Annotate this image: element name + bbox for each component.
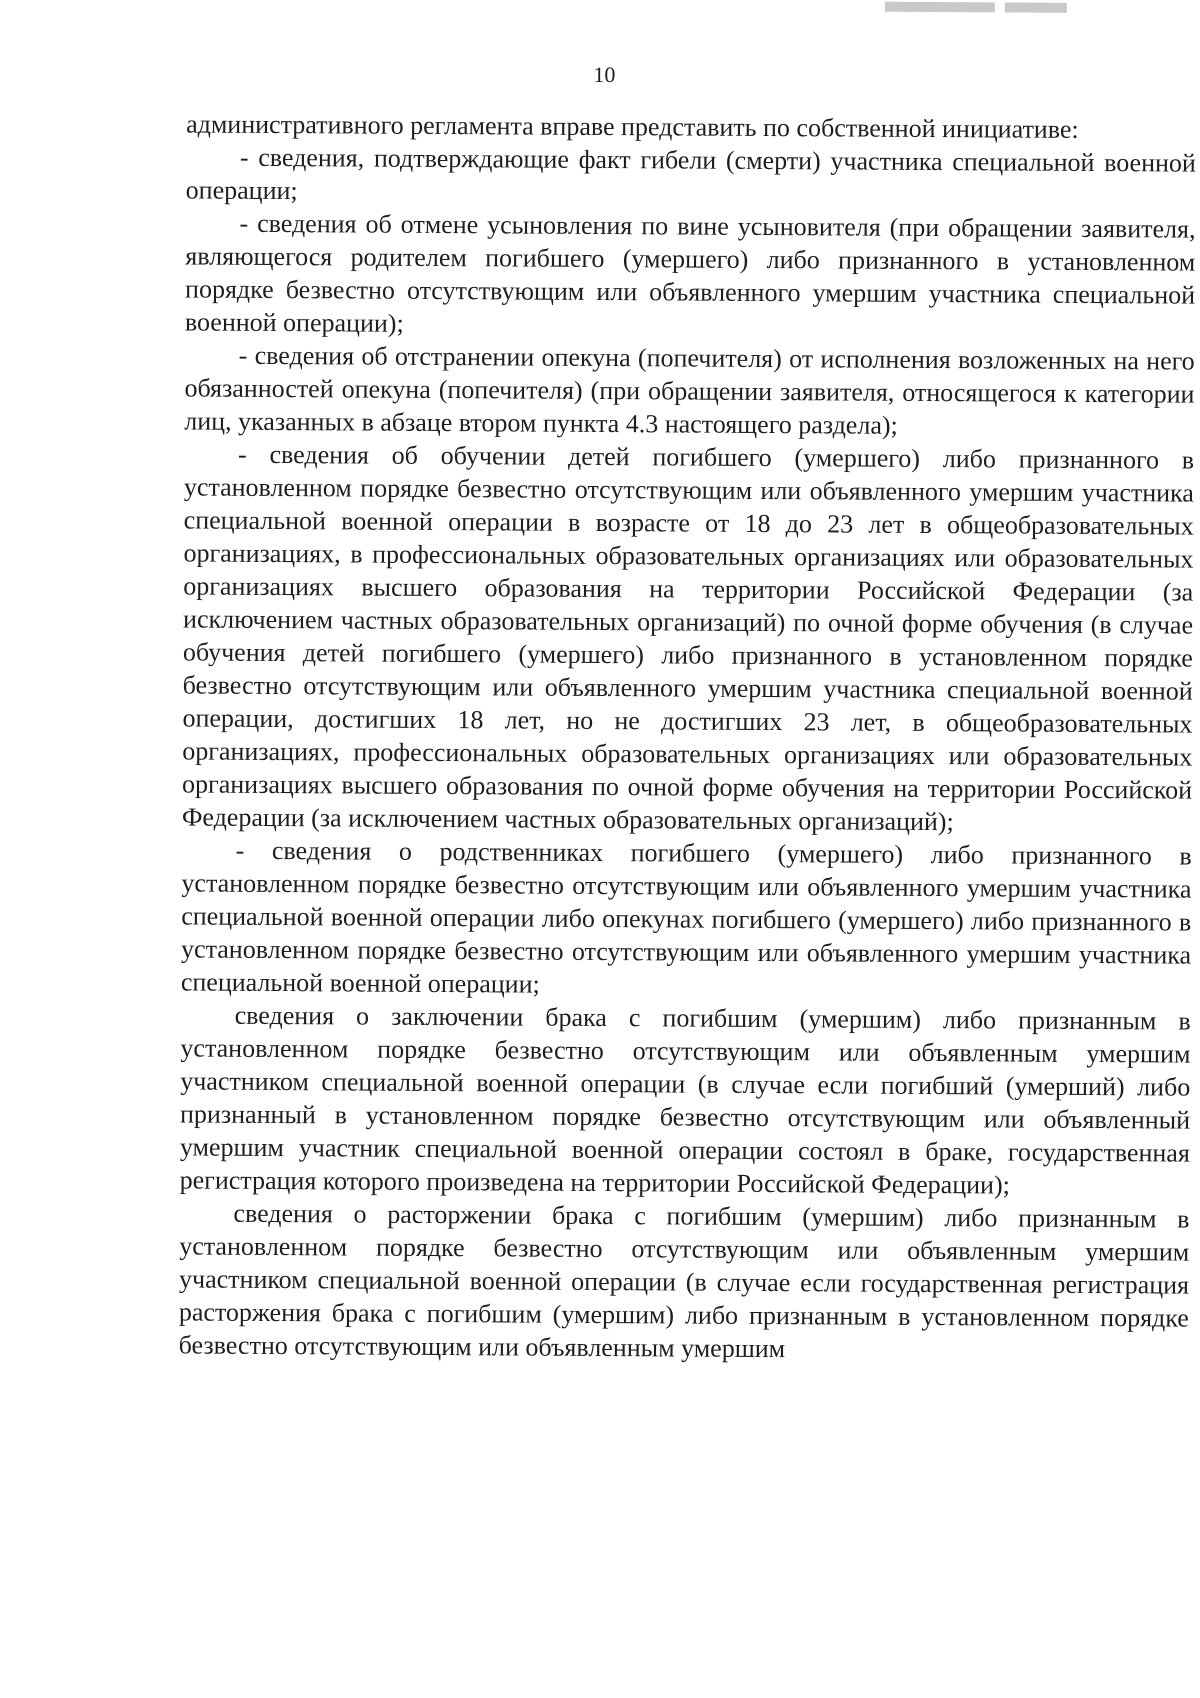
paragraph: - сведения, подтверждающие факт гибели (смерти) участника специальной военной операции; bbox=[185, 142, 1196, 206]
scan-artifact bbox=[885, 2, 995, 13]
paragraph: административного регламента вправе представить по собственной инициативе: bbox=[186, 109, 1079, 144]
paragraph: сведения о расторжении брака с погибшим (умершим) либо признанным в установленном порядке безвестно отсутствующим или объявленным умершим участником специальной военной операции (в случае если государственная регистрация расторжения брака с погибшим (умершим) либо признанным в установленном порядке безвестно отсутствующим или объявленным умершим bbox=[178, 1198, 1190, 1364]
paragraph: - сведения об отстранении опекуна (попечителя) от исполнения возложенных на него обязанностей опекуна (попечителя) (при обращении заявителя, относящегося к категории лиц, указанных в абзаце втором пункта 4.3 настоящего раздела); bbox=[184, 340, 1195, 440]
paragraph: - сведения об отмене усыновления по вине усыновителя (при обращении заявителя, являющегося родителем погибшего (умершего) либо признанного в установленном порядке безвестно отсутствующим или объявленного умершим участника специальной военной операции); bbox=[184, 208, 1196, 338]
paragraph: - сведения об обучении детей погибшего (умершего) либо признанного в установленном порядке безвестно отсутствующим или объявленного умершим участника специальной военной операции в возрасте от 18 до 23 лет в общеобразовательных организациях, в профессиональных образовательных организациях или образовательных организациях высшего образования на территории Российской Федерации (за исключением частных образовательных организаций) по очной форме обучения (в случае обучения детей погибшего (умершего) либо признанного в установленном порядке безвестно отсутствующим или объявленного умершим участника специальной военной операции, достигших 18 лет, но не достигших 23 лет, в общеобразовательных организациях, профессиональных образовательных организациях или образовательных организациях высшего образования по очной форме обучения на территории Российской Федерации (за исключением частных образовательных организаций); bbox=[181, 439, 1195, 837]
scan-artifact bbox=[1005, 2, 1067, 12]
document-body bbox=[179, 107, 1197, 1367]
page-number: 10 bbox=[593, 61, 616, 88]
paragraph: - сведения о родственниках погибшего (умершего) либо признанного в установленном порядке безвестно отсутствующим или объявленного умершим участника специальной военной операции либо опекунах погибшего (умершего) либо признанного в установленном порядке безвестно отсутствующим или объявленного умершим участника специальной военной операции; bbox=[180, 835, 1192, 999]
paragraph: сведения о заключении брака с погибшим (умершим) либо признанным в установленном порядке безвестно отсутствующим или объявленным умершим участником специальной военной операции (в случае если погибший (умерший) либо признанный в установленном порядке безвестно отсутствующим или объявленный умершим участник специальной военной операции состоял в браке, государственная регистрация которого произведена на территории Российской Федерации); bbox=[179, 1000, 1191, 1200]
